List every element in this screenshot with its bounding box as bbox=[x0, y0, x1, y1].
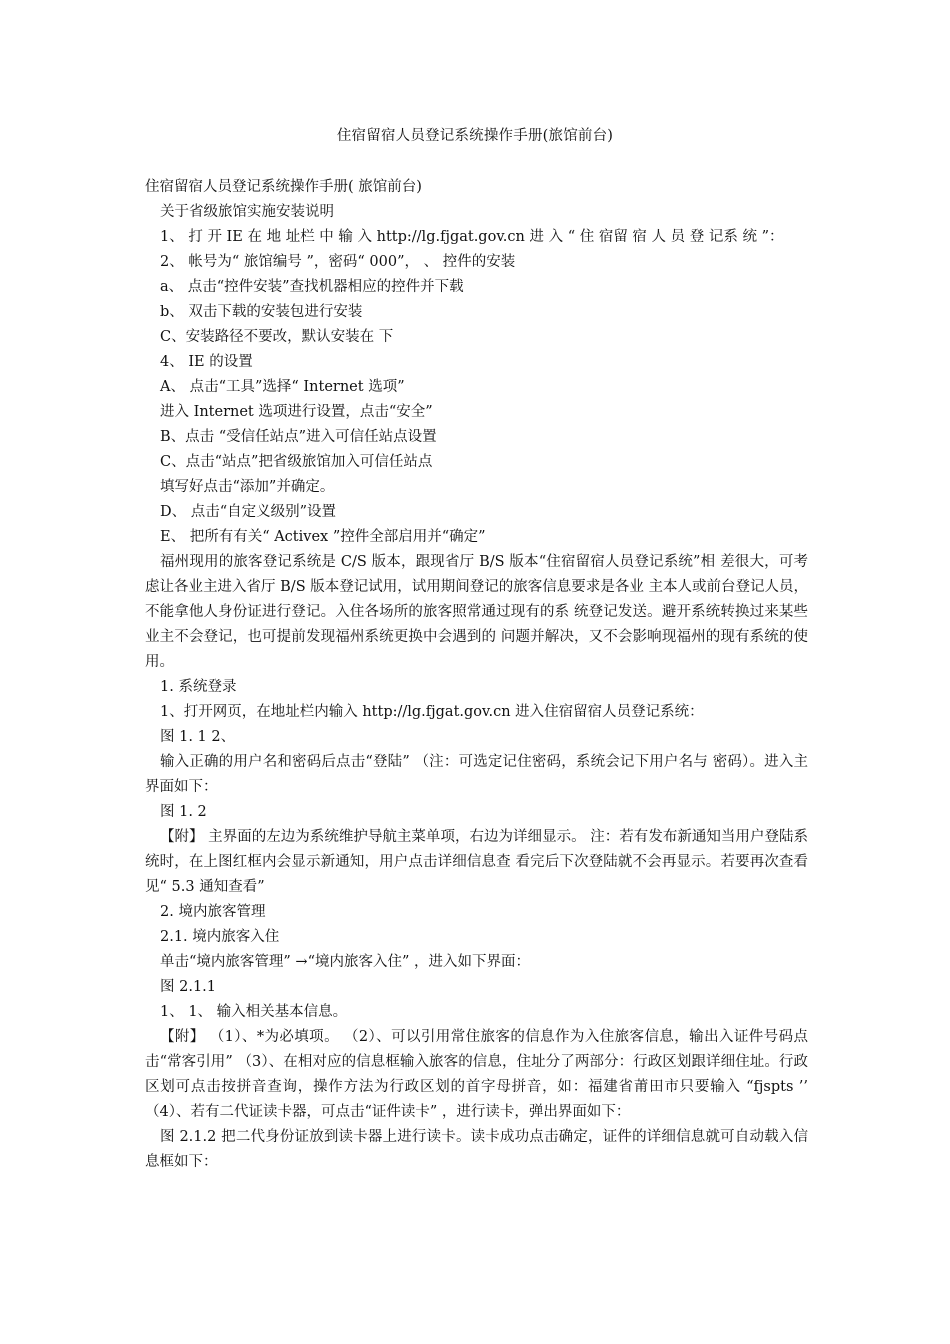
step-ie-internet-options: 进入 Internet 选项进行设置，点击“安全” bbox=[160, 404, 433, 420]
check-in-appendix: 【附】 （1）、*为必填项。 （2）、可以引用常住旅客的信息作为入住旅客信息，输出入证件号码点击“常客引用” （3）、在相对应的信息框输入旅客的信息，住址分了两部分：行政区划跟详细住址。行政 区划可点击按拼音查询，操作方法为行政区划的首字母拼音，如：福建省莆田市只要输入 “fjspts ’’ （4）、若有二代证读卡器，可点击“证件读卡” ，进行读卡，弹出界面如下： bbox=[145, 1029, 813, 1120]
step-ie-confirm-add: 填写好点击“添加”并确定。 bbox=[160, 479, 335, 495]
login-credentials-note: 输入正确的用户名和密码后点击“登陆” （注：可选定记住密码，系统会记下用户名与 密码）。进入主界面如下： bbox=[145, 754, 808, 795]
document-body bbox=[145, 175, 813, 1175]
step-b-install-package: b、 双击下载的安装包进行安装 bbox=[160, 304, 363, 320]
step-1-open-ie: 1、 打 开 IE 在 地 址栏 中 输 入 http://lg.fjgat.gov.cn 进 入 “ 住 宿留 宿 人 员 登 记系 统 ”： bbox=[160, 229, 784, 245]
step-4-ie-settings: 4、 IE 的设置 bbox=[160, 354, 253, 370]
install-intro: 关于省级旅馆实施安装说明 bbox=[160, 204, 334, 220]
figure-1-1-caption: 图 1. 1 2、 bbox=[160, 729, 236, 745]
figure-2-1-1-caption: 图 2.1.1 bbox=[160, 979, 217, 995]
login-step-open-page: 1、打开网页，在地址栏内输入 http://lg.fjgat.gov.cn 进入住宿留宿人员登记系统： bbox=[160, 704, 704, 720]
step-ie-e-activex: E、 把所有有关“ Activex ”控件全部启用并“确定” bbox=[160, 529, 486, 545]
step-a-download-control: a、 点击“控件安装”查找机器相应的控件并下载 bbox=[160, 279, 464, 295]
step-ie-c-add-site: C、点击“站点”把省级旅馆加入可信任站点 bbox=[160, 454, 433, 470]
section-2-domestic-guests: 2. 境内旅客管理 bbox=[160, 904, 266, 920]
step-c-install-path: C、安装路径不要改，默认安装在 下 bbox=[160, 329, 394, 345]
section-2-1-check-in: 2.1. 境内旅客入住 bbox=[160, 929, 280, 945]
step-ie-d-custom-level: D、 点击“自定义级别”设置 bbox=[160, 504, 337, 520]
step-ie-b-trusted-sites: B、点击 “受信任站点”进入可信任站点设置 bbox=[160, 429, 437, 445]
section-1-login: 1. 系统登录 bbox=[160, 679, 237, 695]
step-2-account: 2、 帐号为“ 旅馆编号 ”，密码“ 000”， 、 控件的安装 bbox=[160, 254, 516, 270]
manual-heading: 住宿留宿人员登记系统操作手册( 旅馆前台) bbox=[145, 179, 422, 195]
check-in-step-basic-info: 1、 1、 输入相关基本信息。 bbox=[160, 1004, 348, 1020]
fuzhou-system-note: 福州现用的旅客登记系统是 C/S 版本，跟现省厅 B/S 版本“住宿留宿人员登记系统”相 差很大，可考虑让各业主进入省厅 B/S 版本登记试用，试用期间登记的旅客信息要求是各业 主本人或前台登记人员，不能拿他人身份证进行登记。入住各场所的旅客照常通过现有的系 统登记发送。避开系统转换过来某些业主不会登记，也可提前发现福州系统更换中会遇到的 问题并解决，又不会影响现福州的现有系统的使用。 bbox=[145, 554, 808, 670]
document-title: 住宿留宿人员登记系统操作手册(旅馆前台) bbox=[336, 128, 614, 144]
figure-2-1-2-card-reader: 图 2.1.2 把二代身份证放到读卡器上进行读卡。读卡成功点击确定，证件的详细信息就可自动载入信息框如下： bbox=[145, 1129, 808, 1170]
step-ie-a-tools: A、 点击“工具”选择“ Internet 选项” bbox=[160, 379, 405, 395]
main-screen-appendix: 【附】 主界面的左边为系统维护导航主菜单项，右边为详细显示。 注：若有发布新通知当用户登陆系统时，在上图红框内会显示新通知，用户点击详细信息查 看完后下次登陆就不会再显示。若要再次查看见“ 5.3 通知查看” bbox=[145, 829, 808, 895]
figure-1-2-caption: 图 1. 2 bbox=[160, 804, 207, 820]
check-in-navigation: 单击“境内旅客管理” →“境内旅客入住” ，进入如下界面： bbox=[160, 954, 531, 970]
